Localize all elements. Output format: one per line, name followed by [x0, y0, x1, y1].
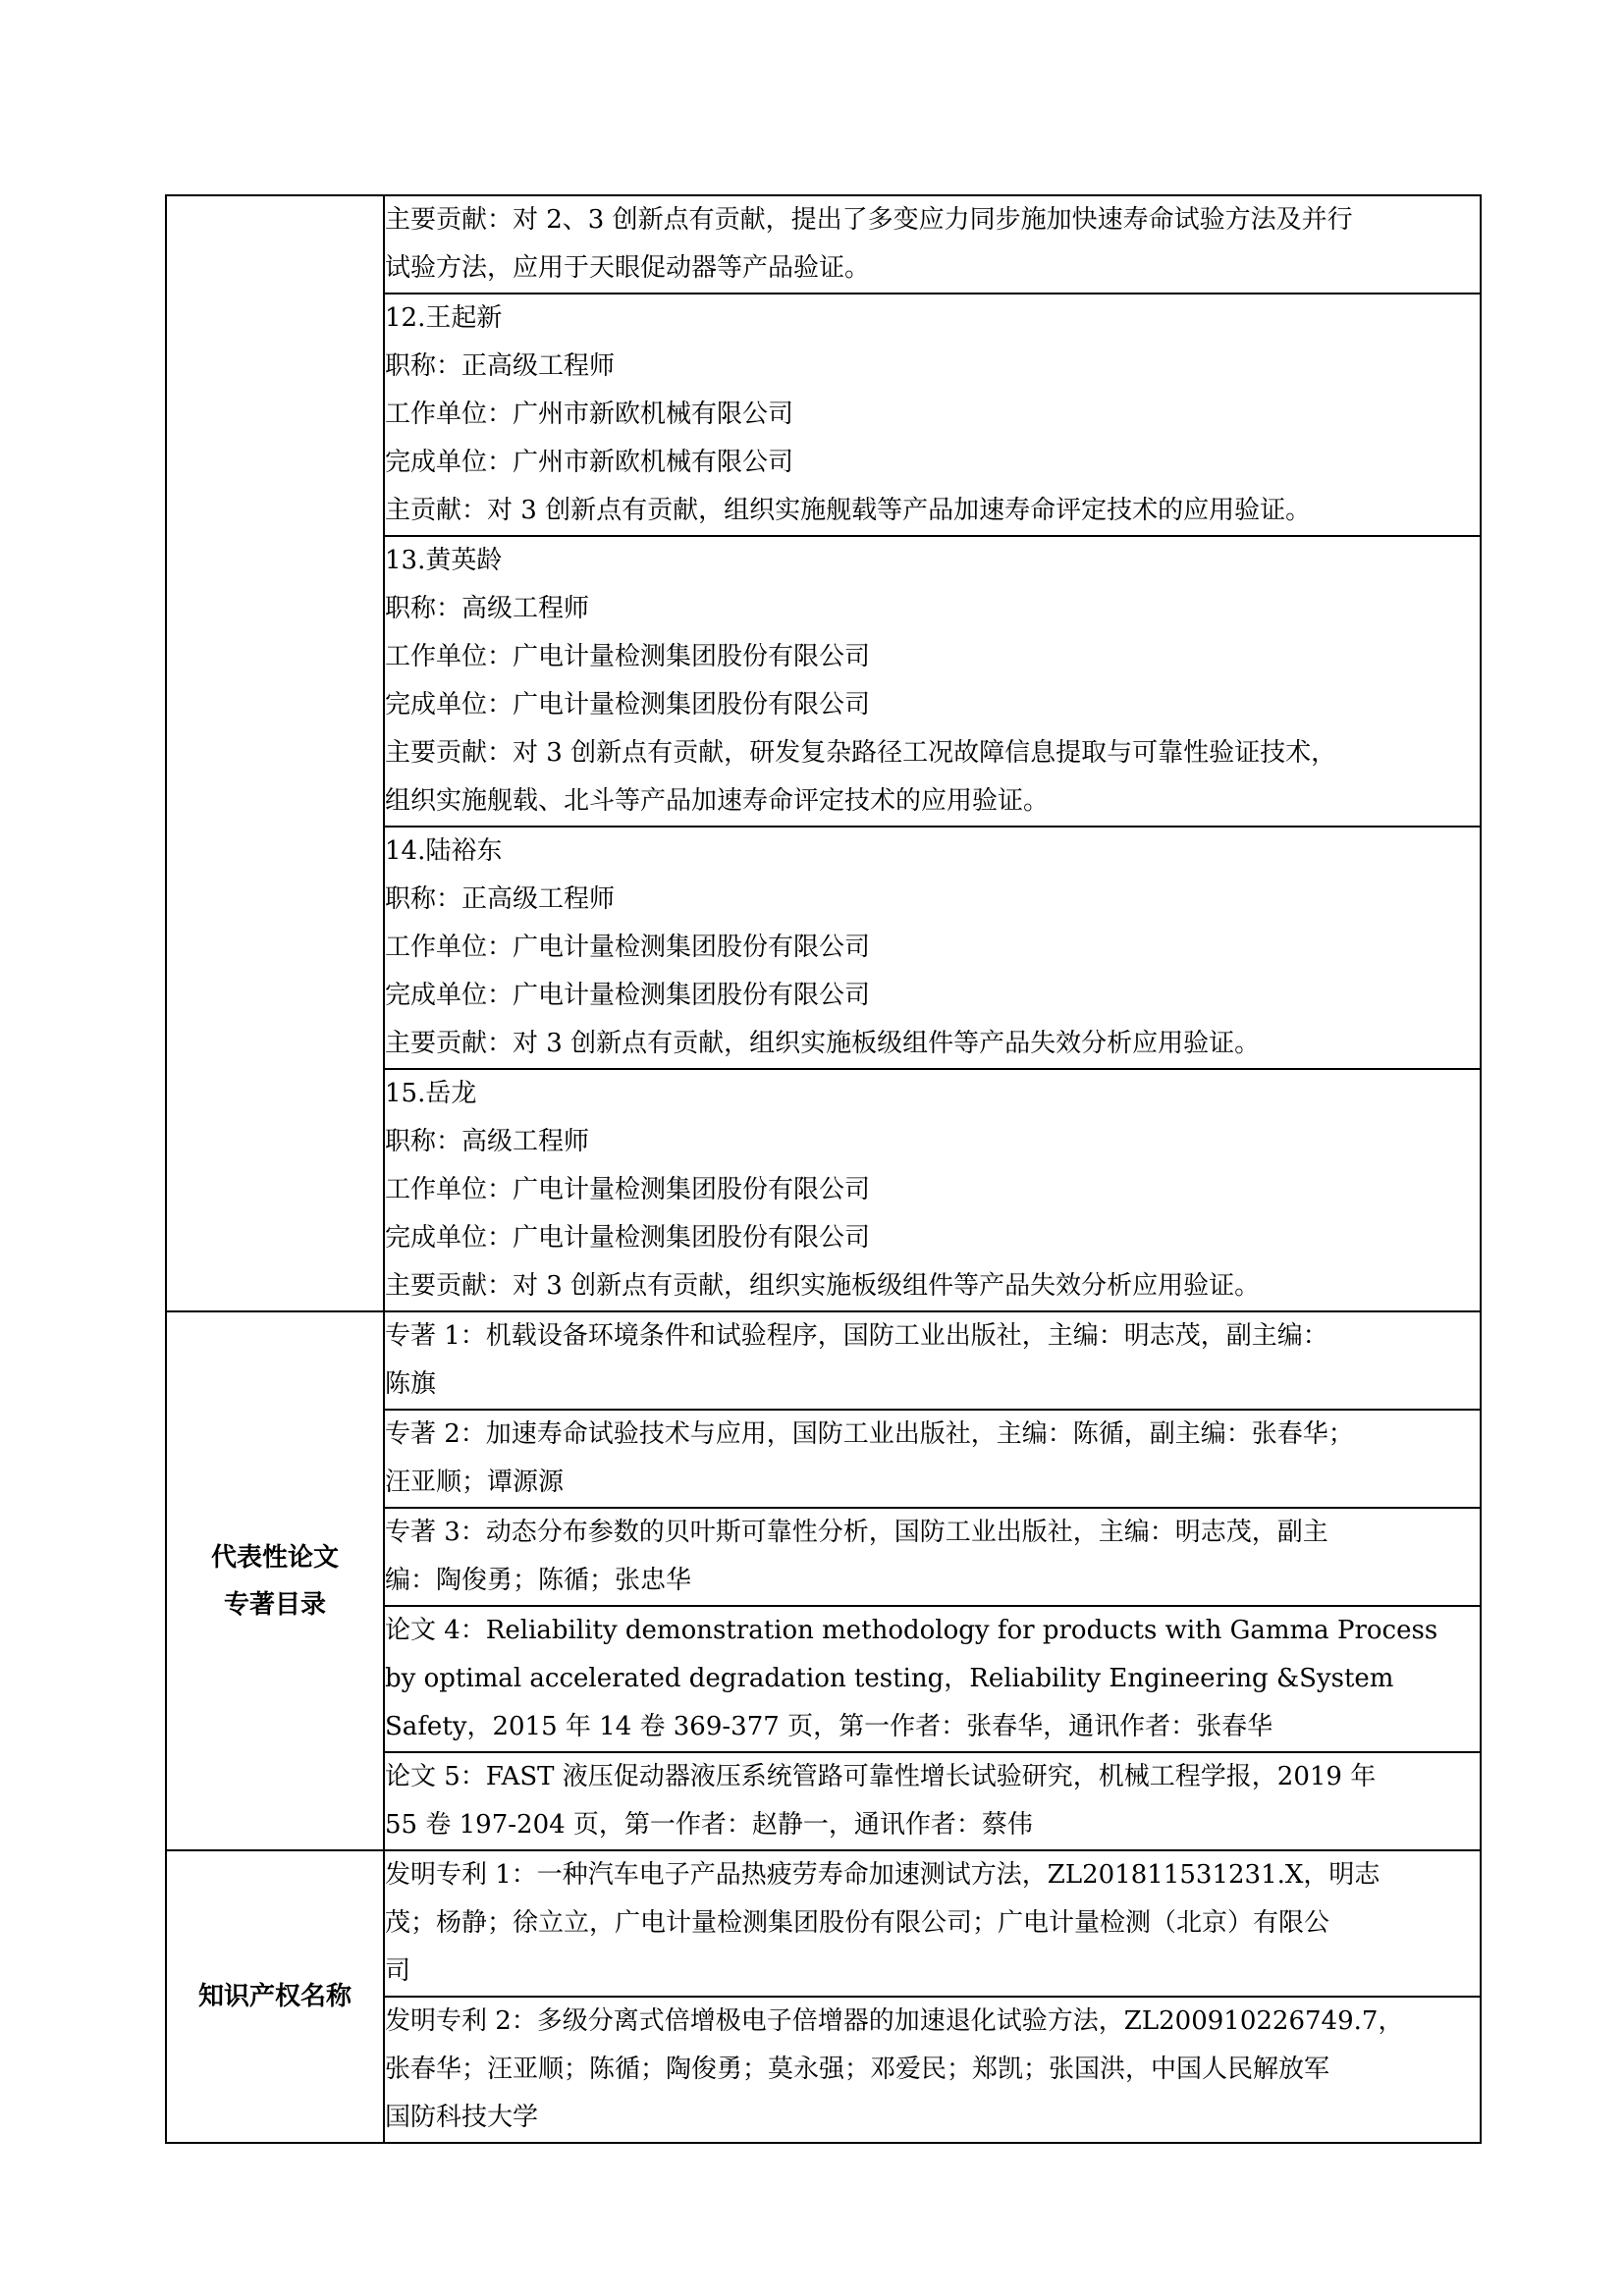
document-table: [165, 194, 1482, 2144]
entry-cell: [384, 294, 1481, 536]
entry-line: 司: [385, 1956, 411, 1986]
entry-line: 主要贡献：对 3 创新点有贡献，组织实施板级组件等产品失效分析应用验证。: [385, 1271, 1261, 1301]
section-label: 代表性论文: [210, 1542, 339, 1573]
entry-line: 试验方法，应用于天眼促动器等产品验证。: [385, 253, 871, 283]
entry-cell: [384, 1752, 1481, 1850]
table-row: [166, 1850, 1481, 1997]
entry-line: Safety，2015 年 14 卷 369-377 页，第一作者：张春华，通讯作者：张春华: [385, 1712, 1273, 1741]
section-label: 知识产权名称: [197, 1982, 352, 2011]
section-label-cell: [166, 1311, 384, 1850]
entry-line: 主要贡献：对 2、3 创新点有贡献，提出了多变应力同步施加快速寿命试验方法及并行: [385, 205, 1353, 235]
entry-line: 主要贡献：对 3 创新点有贡献，组织实施板级组件等产品失效分析应用验证。: [385, 1029, 1261, 1058]
entry-line: 论文 4：Reliability demonstration methodology for products with Gamma Process: [385, 1616, 1438, 1645]
entry-line: 完成单位：广电计量检测集团股份有限公司: [385, 690, 871, 720]
entry-cell: [384, 1508, 1481, 1606]
entry-cell: [384, 1410, 1481, 1508]
entry-line: 张春华；汪亚顺；陈循；陶俊勇；莫永强；邓爱民；郑凯；张国洪，中国人民解放军: [385, 2055, 1330, 2084]
entry-line: 职称：正高级工程师: [385, 351, 616, 381]
entry-line: 主贡献：对 3 创新点有贡献，组织实施舰载等产品加速寿命评定技术的应用验证。: [385, 496, 1312, 525]
entry-cell: [384, 536, 1481, 827]
entry-line: 工作单位：广电计量检测集团股份有限公司: [385, 642, 871, 671]
entry-line: 13.黄英龄: [385, 546, 503, 575]
entry-cell: [384, 1311, 1481, 1410]
section-label-cell: [166, 1850, 384, 2143]
entry-line: 职称：高级工程师: [385, 594, 590, 623]
entry-line: 完成单位：广电计量检测集团股份有限公司: [385, 981, 871, 1010]
section-label: 专著目录: [223, 1589, 326, 1620]
entry-line: by optimal accelerated degradation testing，Reliability Engineering &System: [385, 1664, 1394, 1693]
entry-line: 专著 3：动态分布参数的贝叶斯可靠性分析，国防工业出版社，主编：明志茂，副主: [385, 1518, 1328, 1547]
entry-cell: [384, 1850, 1481, 1997]
entry-line: 55 卷 197-204 页，第一作者：赵静一，通讯作者：蔡伟: [385, 1810, 1033, 1840]
entry-line: 15.岳龙: [385, 1079, 477, 1108]
entry-line: 完成单位：广电计量检测集团股份有限公司: [385, 1223, 871, 1253]
entry-line: 职称：高级工程师: [385, 1127, 590, 1156]
entry-line: 工作单位：广电计量检测集团股份有限公司: [385, 933, 871, 962]
entry-line: 14.陆裕东: [385, 836, 503, 866]
table-row: [166, 1311, 1481, 1410]
entry-line: 发明专利 1：一种汽车电子产品热疲劳寿命加速测试方法，ZL201811531231.X，明志: [385, 1860, 1380, 1890]
entry-line: 工作单位：广州市新欧机械有限公司: [385, 400, 794, 429]
entry-line: 工作单位：广电计量检测集团股份有限公司: [385, 1175, 871, 1204]
entry-line: 发明专利 2：多级分离式倍增极电子倍增器的加速退化试验方法，ZL200910226749.7，: [385, 2006, 1404, 2036]
entry-cell: [384, 1069, 1481, 1311]
entry-line: 职称：正高级工程师: [385, 884, 616, 914]
entry-cell: [384, 1606, 1481, 1752]
entry-line: 汪亚顺；谭源源: [385, 1468, 565, 1497]
entry-cell: [384, 195, 1481, 294]
entry-line: 组织实施舰载、北斗等产品加速寿命评定技术的应用验证。: [385, 786, 1050, 816]
entry-line: 完成单位：广州市新欧机械有限公司: [385, 448, 794, 477]
entry-line: 专著 1：机载设备环境条件和试验程序，国防工业出版社，主编：明志茂，副主编：: [385, 1321, 1328, 1351]
entry-cell: [384, 827, 1481, 1069]
entry-line: 主要贡献：对 3 创新点有贡献，研发复杂路径工况故障信息提取与可靠性验证技术，: [385, 738, 1337, 768]
entry-line: 茂；杨静；徐立立，广电计量检测集团股份有限公司；广电计量检测（北京）有限公: [385, 1908, 1330, 1938]
entry-line: 专著 2：加速寿命试验技术与应用，国防工业出版社，主编：陈循，副主编：张春华；: [385, 1419, 1354, 1449]
entry-line: 国防科技大学: [385, 2103, 539, 2132]
section-label-cell: [166, 195, 384, 1311]
table-row: [166, 195, 1481, 294]
entry-line: 编：陶俊勇；陈循；张忠华: [385, 1566, 692, 1595]
entry-line: 陈旗: [385, 1369, 437, 1399]
entry-cell: [384, 1997, 1481, 2143]
entry-line: 12.王起新: [385, 303, 503, 333]
entry-line: 论文 5：FAST 液压促动器液压系统管路可靠性增长试验研究，机械工程学报，2019 年: [385, 1762, 1377, 1791]
